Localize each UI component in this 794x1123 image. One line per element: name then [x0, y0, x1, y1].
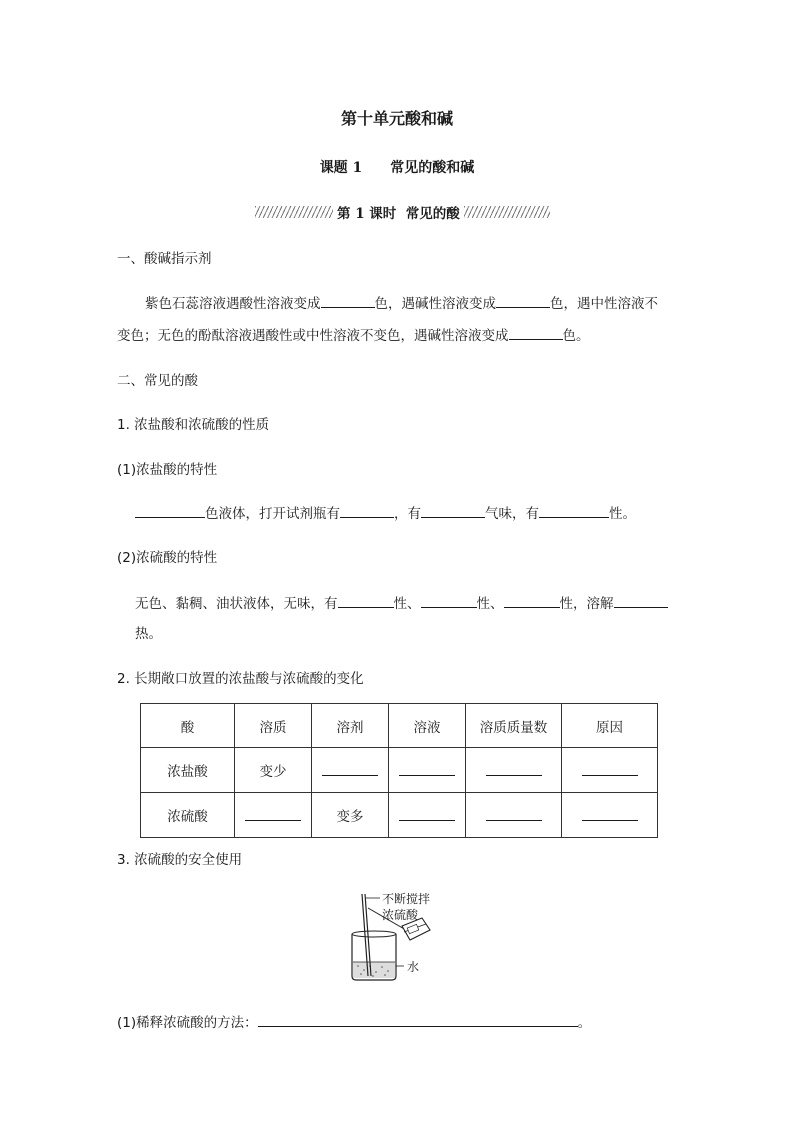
table-cell — [466, 793, 562, 838]
table-header-cell: 溶液 — [389, 704, 466, 748]
answer-blank[interactable] — [321, 293, 375, 308]
section2-heading: 二、常见的酸 — [117, 373, 198, 389]
answer-blank[interactable] — [399, 761, 455, 776]
hatch-decoration-right — [464, 206, 550, 218]
answer-blank[interactable] — [338, 593, 394, 608]
item2-heading: 2. 长期敞口放置的浓盐酸与浓硫酸的变化 — [117, 671, 364, 687]
lesson-title: 课题 1 常见的酸和碱 — [319, 160, 475, 176]
section1-heading: 一、酸碱指示剂 — [117, 251, 212, 267]
text: 气味，有 — [485, 506, 539, 522]
text: 。 — [577, 1015, 592, 1031]
table-header-cell: 溶质质量数 — [466, 704, 562, 748]
text: 无色、黏稠、油状液体，无味，有 — [135, 596, 338, 612]
table-cell: 变多 — [312, 793, 389, 838]
hcl-properties-line — [135, 502, 636, 522]
table-cell — [562, 793, 658, 838]
table-header-cell: 酸 — [141, 704, 235, 748]
hatch-decoration-left — [255, 206, 333, 218]
text: ，有 — [394, 506, 421, 522]
table-row — [141, 748, 658, 793]
text: 紫色石蕊溶液遇酸性溶液变成 — [145, 296, 321, 312]
table-header-cell: 原因 — [562, 704, 658, 748]
item1-heading: 1. 浓盐酸和浓硫酸的性质 — [117, 417, 270, 433]
table-cell — [235, 793, 312, 838]
text: 色。 — [562, 328, 590, 344]
answer-blank[interactable] — [504, 593, 560, 608]
answer-blank[interactable] — [539, 503, 609, 518]
text: (1)稀释浓硫酸的方法： — [117, 1015, 258, 1031]
label-acid: 浓硫酸 — [382, 908, 419, 922]
table-header-cell: 溶质 — [235, 704, 312, 748]
dilution-question — [117, 1011, 591, 1031]
table-cell: 浓盐酸 — [141, 748, 235, 793]
table-row — [141, 793, 658, 838]
h2so4-subheading: (2)浓硫酸的特性 — [117, 550, 218, 566]
answer-blank[interactable] — [340, 503, 394, 518]
label-stir: 不断搅拌 — [382, 892, 431, 906]
answer-blank[interactable] — [258, 1012, 578, 1027]
answer-blank[interactable] — [421, 503, 485, 518]
period-title: 第 1 课时 常见的酸 — [337, 206, 460, 222]
period-banner — [255, 202, 550, 222]
hcl-subheading: (1)浓盐酸的特性 — [117, 462, 218, 478]
answer-blank[interactable] — [399, 806, 455, 821]
text: 变色；无色的酚酞溶液遇酸性或中性溶液不变色，遇碱性溶液变成 — [117, 328, 509, 344]
table-cell — [466, 748, 562, 793]
label-water: 水 — [407, 960, 420, 974]
answer-blank[interactable] — [486, 806, 542, 821]
answer-blank[interactable] — [509, 325, 563, 340]
answer-blank[interactable] — [614, 593, 668, 608]
text: 色，遇中性溶液不 — [550, 296, 658, 312]
answer-blank[interactable] — [582, 761, 638, 776]
answer-blank[interactable] — [135, 503, 205, 518]
dilution-figure — [340, 886, 460, 986]
table-cell — [312, 748, 389, 793]
table-cell — [389, 793, 466, 838]
h2so4-properties-line1 — [135, 592, 668, 612]
table-header-row — [141, 704, 658, 748]
text: 性、 — [476, 596, 504, 612]
answer-blank[interactable] — [322, 761, 378, 776]
text: 性。 — [609, 506, 636, 522]
table-cell — [562, 748, 658, 793]
table-header-cell: 溶剂 — [312, 704, 389, 748]
text: 色液体，打开试剂瓶有 — [205, 506, 340, 522]
text: 色，遇碱性溶液变成 — [374, 296, 496, 312]
table-cell: 浓硫酸 — [141, 793, 235, 838]
indicator-para-line2 — [117, 324, 590, 344]
text: 性、 — [393, 596, 421, 612]
answer-blank[interactable] — [486, 761, 542, 776]
unit-title: 第十单元酸和碱 — [340, 109, 453, 128]
text: 性，溶解 — [559, 596, 614, 612]
table-cell: 变少 — [235, 748, 312, 793]
answer-blank[interactable] — [582, 806, 638, 821]
h2so4-properties-line2: 热。 — [135, 626, 162, 642]
acid-change-table — [140, 703, 658, 838]
answer-blank[interactable] — [496, 293, 550, 308]
table-cell — [389, 748, 466, 793]
answer-blank[interactable] — [245, 806, 301, 821]
answer-blank[interactable] — [421, 593, 477, 608]
indicator-para-line1 — [145, 292, 658, 312]
item3-heading: 3. 浓硫酸的安全使用 — [117, 852, 243, 868]
